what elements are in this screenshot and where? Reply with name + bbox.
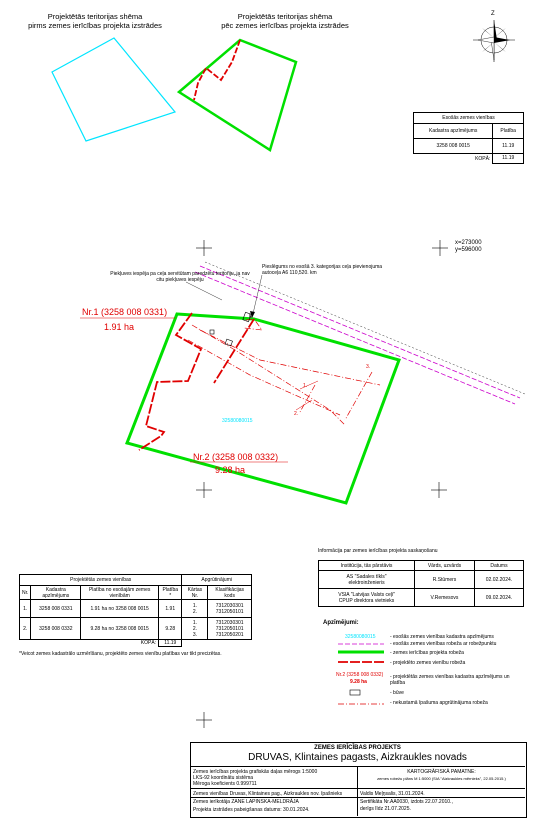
access-leader	[186, 282, 222, 300]
agree-role: elektroinženieris	[348, 579, 385, 586]
project-name: DRUVAS, Klintaines pagasts, Aizkraukles novads	[248, 752, 467, 763]
road-edge	[205, 262, 525, 394]
before-title: Projektētās teritorijas shēma	[47, 12, 143, 21]
existing-total: 11.19	[493, 154, 524, 164]
after-subtitle: pēc zemes ierīcības projekta izstrādes	[221, 21, 349, 30]
coord-y: y=596000	[455, 247, 482, 253]
agreement-table	[318, 560, 524, 607]
table-row	[319, 589, 524, 607]
legend-item: - projektēto zemes vienību robeža	[390, 660, 466, 666]
parcel-1-label: Nr.1 (3258 008 0331)	[82, 307, 168, 317]
agree-date: 02.02.2024.	[474, 571, 523, 589]
tb-system: LKS-92 koordinātu sistēma	[193, 775, 254, 781]
table-row	[20, 600, 252, 618]
row-order: 1.	[192, 619, 197, 626]
legend-item: - esošās zemes vienības robeža ar robežpunktu	[390, 641, 497, 647]
coordinate-label	[455, 240, 482, 254]
legend-item: - zemes ierīcības projekta robeža	[390, 650, 464, 656]
col-nr: Nr.	[20, 586, 31, 600]
tb-cert: Sertifikāta Nr.AA0030, izdots 22.07.2010.,	[360, 799, 453, 805]
row-from: 9.28 ha no 3258 008 0015	[81, 618, 159, 640]
legend-item: - būve	[390, 690, 404, 696]
row-code: 7312050101	[215, 625, 244, 632]
row-cadastral: 3258 008 0331	[31, 600, 81, 618]
road-note: Pieslēgums no esošā 3. kategorijas ceļa pievienojuma autoceļa A6 110,520. km	[262, 264, 383, 276]
col-order: Kārtas Nr.	[182, 586, 208, 600]
projected-footnote: *Veicot zemes kadastrālo uzmērīšanu, projektēto zemes vienību platības var tikt precizētas.	[19, 651, 222, 657]
tb-basis: zemes robežu plāns M 1:5000 (SIA "Aizkraukles mērnieks", 22.05.2015.)	[377, 776, 506, 781]
legend-item: - projektētās zemes vienības kadastra apzīmējums un platība	[390, 674, 510, 686]
north-arrow	[473, 20, 515, 62]
row-order: 3.	[192, 631, 197, 638]
legend-sample-parcel: Nr.2 (3258 008 0332)	[336, 672, 384, 678]
road-number-3: 3.	[366, 364, 371, 370]
building	[210, 330, 214, 334]
servitude-mark: E	[249, 314, 253, 320]
row-nr: 2.	[20, 618, 31, 640]
access-note: Piekļuves iespēja pa ceļa servitūtam paredzētu teritoriju, ja nav citu piekļuves iespēju	[110, 271, 250, 283]
project-boundary	[127, 314, 399, 503]
before-subtitle: pirms zemes ierīcības projekta izstrādes	[28, 21, 162, 30]
agree-role: CPUP direktora vietnieks	[338, 597, 395, 604]
existing-row-area: 11.19	[493, 139, 524, 154]
cadastral-label: 32580080015	[222, 418, 253, 424]
restrictions-caption: Apgrūtinājumi	[182, 575, 252, 586]
road-number-2: 2.	[294, 411, 299, 417]
legend-sample-cadastral: 32580080015	[345, 634, 376, 640]
row-from: 1.91 ha no 3258 008 0015	[81, 600, 159, 618]
tb-owner-sign: Valdis Meļņsalis, 31.01.2024.	[360, 791, 425, 797]
row-code: 7312050101	[215, 608, 244, 615]
row-area: 9.28	[159, 618, 182, 640]
row-cadastral: 3258 008 0332	[31, 618, 81, 640]
projected-total: 11.19	[159, 640, 182, 647]
existing-row-id: 3258 008 0015	[414, 139, 493, 154]
row-code: 7312030301	[215, 602, 244, 609]
row-code: 7312030301	[215, 619, 244, 626]
tb-scale: Zemes ierīcības projekta grafiskās daļas mērogs 1:5000	[193, 769, 318, 775]
legend-title: Apzīmējumi:	[323, 620, 359, 626]
tb-designer: Zemes ierīkotāja ZANE LAPINSKA-MELDRĀJA	[193, 799, 299, 805]
row-nr: 1.	[20, 600, 31, 618]
tb-factor: Mēroga koeficients 0.999711	[193, 781, 257, 787]
tb-owner: Zemes vienības Druvas, Klintaines pag., Aizkraukles nov. īpašnieks	[193, 791, 343, 797]
row-area: 1.91	[159, 600, 182, 618]
existing-col1-header: Kadastra apzīmējums	[414, 124, 493, 139]
row-order: 1.	[192, 602, 197, 609]
road-boundary-1	[200, 266, 520, 398]
table-row	[319, 571, 524, 589]
parcel-2-label: Nr.2 (3258 008 0332)	[193, 452, 279, 462]
after-parcel-outline	[179, 40, 296, 150]
row-order: 2.	[192, 625, 197, 632]
projected-total-label: KOPĀ:	[140, 640, 157, 647]
legend-sample-area: 9.28 ha	[350, 679, 367, 685]
existing-parcels-table	[413, 112, 524, 164]
project-heading: ZEMES IERĪCĪBAS PROJEKTS	[314, 745, 401, 751]
tb-date: Projekta izstrādes pabeigšanas datums: 30.01.2024.	[193, 807, 310, 813]
building	[225, 339, 232, 346]
tb-basis-title: KARTOGRĀFISKĀ PAMATNE:	[407, 769, 476, 775]
legend-item: - nekustamā īpašuma apgrūtinājuma robeža	[390, 700, 488, 706]
table-row	[20, 618, 252, 640]
row-order: 2.	[192, 608, 197, 615]
tb-cert-valid: derīgs līdz 21.07.2025.	[360, 806, 411, 812]
parcel-2-area: 9.28 ha	[215, 465, 246, 475]
existing-total-label: KOPĀ:	[414, 154, 493, 164]
coord-x: x=273000	[455, 240, 482, 246]
agreement-caption: Informācija par zemes ierīcības projekta saskaņošanu	[318, 548, 438, 554]
agree-inst: VSIA "Latvijas Valsts ceļi"	[338, 591, 395, 598]
legend-item: - esošās zemes vienības kadastra apzīmējums	[390, 634, 494, 640]
agree-date: 09.02.2024.	[474, 589, 523, 607]
col-code: Klasifikācijas kods	[208, 586, 252, 600]
north-label: Z	[491, 11, 495, 17]
after-parcel-split	[194, 40, 240, 100]
after-title: Projektētās teritorijas shēma	[237, 12, 333, 21]
col-from: Platība no esošajām zemes vienībām	[81, 586, 159, 600]
encumbrance-lines	[188, 319, 380, 425]
agree-col-inst: Institūcija, tās pārstāvis	[319, 561, 415, 571]
existing-table-caption: Esošās zemes vienības	[413, 112, 524, 123]
existing-col2-header: Platība	[493, 124, 524, 139]
agree-inst: AS "Sadales tīkls"	[346, 573, 387, 580]
projected-table-caption: Projektētās zemes vienības	[20, 575, 182, 586]
col-cadastral: Kadastra apzīmējums	[31, 586, 81, 600]
agree-col-name: Vārds, uzvārds	[415, 561, 475, 571]
before-parcel-outline	[52, 38, 175, 141]
road-number-1: 1.	[303, 383, 308, 389]
road-2-leader	[296, 400, 312, 410]
projected-parcels-table	[19, 574, 252, 657]
agree-name: V.Remesovs	[415, 589, 475, 607]
row-code: 7312050201	[215, 631, 244, 638]
agree-name: R.Stūmers	[415, 571, 475, 589]
parcel-1-area: 1.91 ha	[104, 322, 135, 332]
col-area: Platība *	[159, 586, 182, 600]
agree-col-date: Datums	[474, 561, 523, 571]
